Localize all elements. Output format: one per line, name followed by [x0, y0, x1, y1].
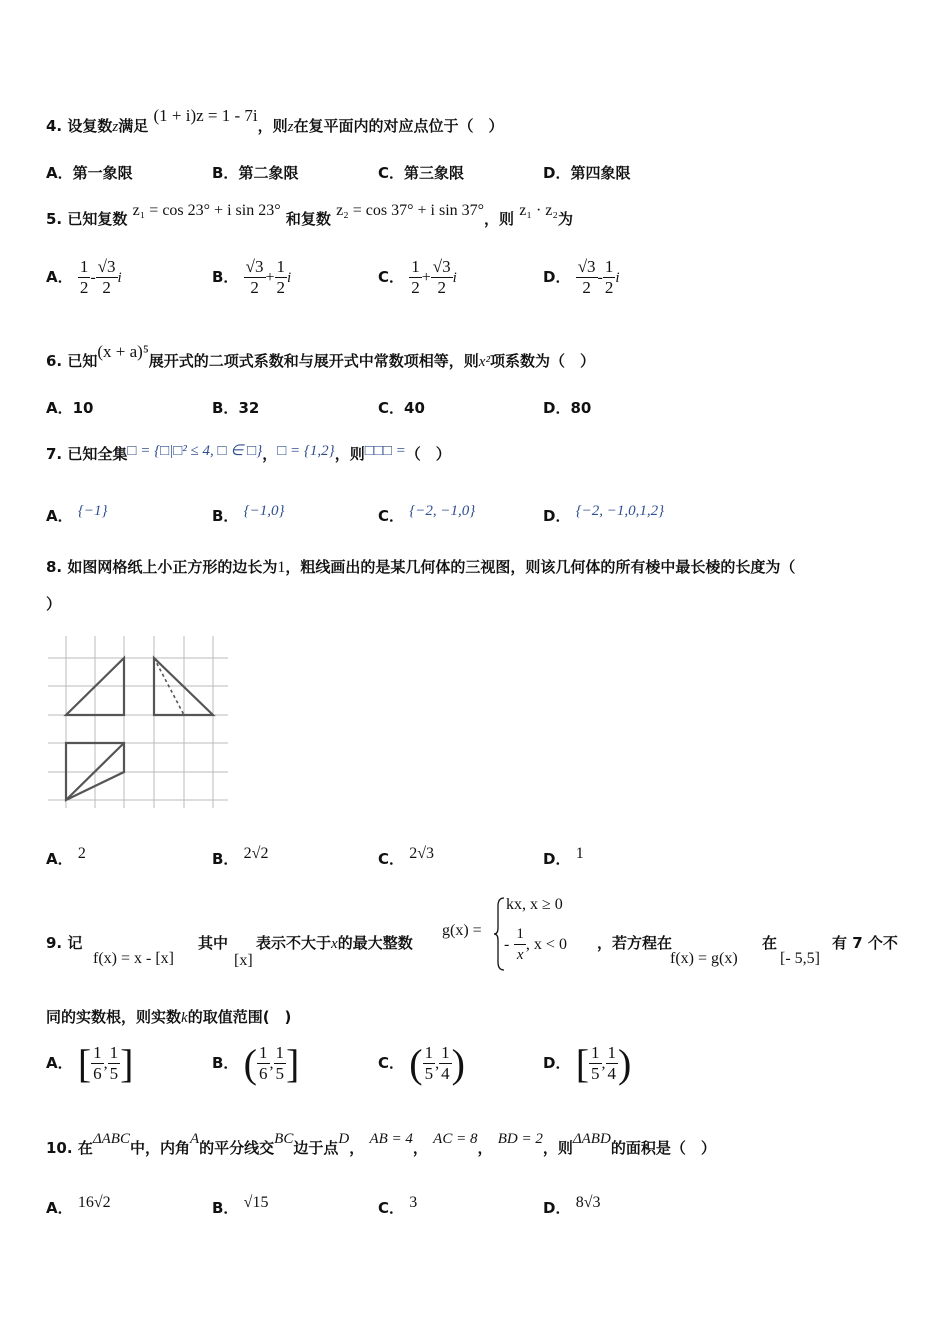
option-label: A． — [46, 850, 73, 868]
question-text: 个不 — [867, 934, 898, 952]
question-7 — [46, 443, 451, 464]
numerator: 1 — [275, 1043, 284, 1062]
math-var: x² — [478, 354, 490, 370]
question-text: 有 — [832, 934, 848, 952]
question-text: ，则 — [334, 445, 365, 463]
option-text: {−1,0} — [243, 503, 285, 519]
option-label: D． — [543, 850, 571, 868]
option-c[interactable] — [378, 505, 475, 526]
option-c[interactable] — [378, 397, 425, 418]
question-text: ， — [349, 1139, 365, 1157]
option-b[interactable] — [212, 162, 298, 183]
math-equation: AB = 4 — [369, 1131, 413, 1147]
fraction — [108, 1043, 121, 1084]
question-number: 7. — [46, 445, 63, 463]
option-label: D． — [543, 1199, 571, 1217]
numerator: 1 — [604, 257, 614, 276]
option-label: A． — [46, 1199, 73, 1217]
option-a[interactable] — [46, 257, 122, 298]
option-label: B． — [212, 268, 239, 286]
option-text: 第二象限 — [238, 164, 299, 182]
math-var: i — [117, 270, 122, 286]
option-text: 第三象限 — [404, 164, 465, 182]
math-var: i — [287, 270, 292, 286]
option-c[interactable] — [378, 1194, 418, 1218]
question-6 — [46, 342, 595, 371]
question-text: ） — [46, 595, 62, 613]
option-label: B． — [212, 164, 239, 182]
denominator: 2 — [79, 278, 89, 297]
bracket-right: ] — [286, 1041, 300, 1086]
denominator: 2 — [411, 278, 420, 297]
option-b[interactable]: B． ( $\frac{1}{6}$ , $\frac{1}{5}$ ] — [212, 1041, 300, 1086]
option-text: 2√3 — [409, 845, 435, 862]
option-label: C． — [378, 1199, 405, 1217]
math-interval: [- 5,5] — [780, 950, 820, 967]
numerator: 1 — [109, 1043, 119, 1062]
fraction — [603, 257, 616, 298]
operator: - — [90, 269, 96, 286]
numerator: √3 — [432, 257, 451, 276]
option-text: 8√3 — [575, 1194, 601, 1211]
fraction — [409, 257, 422, 298]
option-label: C． — [378, 268, 405, 286]
minus-sign: - — [504, 936, 510, 953]
fraction — [257, 1043, 270, 1084]
question-text: 其中 — [198, 934, 229, 952]
math-number: 7 — [852, 934, 863, 952]
numerator: 1 — [276, 257, 286, 276]
option-label: C． — [378, 1054, 405, 1072]
option-text: 第一象限 — [72, 164, 133, 182]
question-text: 的平分线交 — [199, 1139, 275, 1157]
question-number: 10. — [46, 1139, 73, 1157]
option-text: 第四象限 — [570, 164, 631, 182]
option-d[interactable] — [543, 162, 630, 183]
math-var: k — [181, 1010, 188, 1026]
option-text: 10 — [72, 399, 94, 417]
question-text: 表示不大于 — [256, 934, 332, 952]
numerator: 1 — [424, 1043, 434, 1062]
option-text: 2 — [77, 845, 86, 862]
fraction — [514, 924, 526, 965]
denominator: 5 — [109, 1064, 119, 1083]
grid-lines — [48, 636, 228, 808]
question-text: （ ） — [405, 445, 451, 463]
question-4 — [46, 106, 504, 136]
question-number: 6. — [46, 352, 63, 370]
math-var: i — [615, 270, 620, 286]
denominator: 5 — [591, 1064, 600, 1083]
set-expression: □ = {□|□² ≤ 4, □ ∈ □} — [127, 443, 263, 459]
view-outlines — [66, 658, 213, 800]
question-8 — [46, 556, 795, 577]
question-text: 已知全集 — [67, 445, 128, 463]
question-text: ，若方程在 — [597, 934, 673, 952]
question-text: 展开式的二项式系数和与展开式中常数项相等，则 — [148, 352, 479, 370]
question-text: 满足 — [118, 117, 149, 135]
case-condition: , x < 0 — [525, 936, 567, 953]
fraction — [431, 257, 453, 298]
fraction — [96, 257, 118, 298]
fraction — [91, 1043, 104, 1084]
option-label: A． — [46, 1054, 73, 1072]
question-text: 的最大整数 — [337, 934, 413, 952]
option-label: A． — [46, 268, 73, 286]
math-var: BC — [274, 1131, 294, 1147]
option-c[interactable] — [378, 162, 464, 183]
denominator: 2 — [604, 278, 614, 297]
question-number: 8. — [46, 558, 63, 576]
question-text: 已知 — [67, 352, 98, 370]
numerator: √3 — [245, 257, 264, 276]
math-function-g: g(x) = — [442, 922, 482, 939]
operator: + — [421, 269, 431, 286]
math-var: x — [331, 936, 338, 952]
option-label: C． — [378, 507, 405, 525]
denominator: 2 — [102, 278, 111, 297]
question-text: ，则 — [484, 210, 515, 228]
question-number: 5. — [46, 210, 63, 228]
denominator: 4 — [441, 1064, 450, 1083]
bracket-left: ( — [409, 1041, 423, 1086]
option-label: C． — [378, 164, 405, 182]
option-label: C． — [378, 399, 405, 417]
fraction — [244, 257, 266, 298]
question-text: 为 — [557, 210, 573, 228]
option-text: 32 — [238, 399, 260, 417]
denominator: 2 — [276, 278, 286, 297]
denominator: 6 — [259, 1064, 268, 1083]
question-number: 4. — [46, 117, 63, 135]
math-function-f: f(x) = x - [x] — [93, 950, 174, 967]
option-text: 40 — [404, 399, 425, 417]
question-text: 边于点 — [293, 1139, 339, 1157]
question-text: 设复数 — [67, 117, 113, 135]
option-text: 16√2 — [77, 1194, 111, 1211]
math-equation: z₁ = cos 23° + i sin 23° — [132, 202, 281, 219]
option-c[interactable] — [378, 257, 457, 298]
question-text: 和复数 — [285, 210, 331, 228]
option-label: B． — [212, 507, 239, 525]
fraction — [423, 1043, 436, 1084]
fraction — [78, 257, 91, 298]
numerator: 1 — [93, 1043, 102, 1062]
question-text: 的面积是（ ） — [610, 1139, 716, 1157]
fraction — [275, 257, 288, 298]
piecewise-case-1: kx, x ≥ 0 — [506, 896, 563, 913]
option-label: D． — [543, 399, 571, 417]
fraction — [606, 1043, 619, 1084]
option-d[interactable] — [543, 257, 620, 298]
option-label: B． — [212, 1054, 239, 1072]
math-var: z — [287, 119, 294, 135]
denominator: 2 — [582, 278, 591, 297]
question-text: 在复平面内的对应点位于（ ） — [293, 117, 504, 135]
fraction — [274, 1043, 287, 1084]
question-text: ，则 — [542, 1139, 573, 1157]
option-d[interactable] — [543, 397, 591, 418]
numerator: 1 — [607, 1043, 617, 1062]
math-equation: AC = 8 — [433, 1131, 478, 1147]
option-label: A． — [46, 164, 73, 182]
question-text: 在 — [77, 1139, 93, 1157]
question-number: 9. — [46, 934, 63, 952]
question-5 — [46, 202, 573, 229]
option-label: B． — [212, 399, 239, 417]
math-equation: z₂ = cos 37° + i sin 37° — [336, 202, 485, 219]
math-var: A — [189, 1131, 200, 1147]
option-label: B． — [212, 1199, 239, 1217]
numerator: 1 — [591, 1043, 600, 1062]
denominator: 2 — [437, 278, 446, 297]
option-label: D． — [543, 164, 571, 182]
option-text: 2√2 — [243, 845, 269, 862]
question-text: ，则 — [257, 117, 288, 135]
option-c[interactable] — [378, 845, 435, 869]
numerator: 1 — [441, 1043, 450, 1062]
option-d[interactable] — [543, 505, 664, 526]
numerator: √3 — [577, 257, 596, 276]
option-text: √15 — [243, 1194, 269, 1211]
question-text: 如图网格纸上小正方形的边长为 — [67, 558, 278, 576]
math-triangle: ΔABD — [572, 1131, 611, 1147]
operator: + — [265, 269, 275, 286]
math-equation: f(x) = g(x) — [670, 950, 738, 967]
denominator: 6 — [93, 1064, 102, 1083]
option-label: B． — [212, 850, 239, 868]
fraction — [576, 257, 598, 298]
option-a[interactable] — [46, 397, 93, 418]
question-9-num — [46, 932, 82, 953]
question-10 — [46, 1131, 716, 1158]
question-text: 的取值范围( ) — [187, 1008, 292, 1026]
math-expression: (x + a)⁵ — [97, 342, 149, 361]
option-b[interactable] — [212, 1194, 269, 1218]
question-text: 项系数为（ ） — [489, 352, 595, 370]
option-b[interactable] — [212, 845, 269, 869]
question-text: ， — [412, 1139, 428, 1157]
math-var: D — [338, 1131, 350, 1147]
operator: - — [597, 269, 603, 286]
numerator: 1 — [411, 257, 420, 276]
question-text-group — [256, 932, 413, 953]
option-a[interactable]: A． [ $\frac{1}{6}$ , $\frac{1}{5}$ ] — [46, 1041, 134, 1086]
question-8-cont — [46, 593, 61, 614]
numerator: 1 — [79, 257, 89, 276]
math-var: z — [112, 119, 119, 135]
bracket-right: ) — [451, 1041, 465, 1086]
question-text: 中，内角 — [129, 1139, 190, 1157]
denominator: 4 — [607, 1064, 617, 1083]
math-number: 1 — [277, 559, 286, 576]
option-a[interactable] — [46, 1194, 111, 1218]
option-a[interactable] — [46, 845, 86, 869]
option-text: 3 — [409, 1194, 418, 1211]
option-label: D． — [543, 507, 571, 525]
bracket-right: ] — [120, 1041, 134, 1086]
set-expression: □ = {1,2} — [277, 443, 335, 459]
fraction — [439, 1043, 452, 1084]
math-floor: [x] — [234, 952, 253, 969]
option-b[interactable] — [212, 257, 291, 298]
option-label: D． — [543, 268, 571, 286]
math-expression: z₁ · z₂ — [519, 202, 558, 219]
option-d[interactable] — [543, 1194, 601, 1218]
option-text: 1 — [575, 845, 584, 862]
denominator: 2 — [250, 278, 259, 297]
option-text: {−1} — [77, 503, 108, 519]
option-d[interactable]: D． [ $\frac{1}{5}$ , $\frac{1}{4}$ ) — [543, 1041, 632, 1086]
denominator: x — [516, 947, 524, 963]
set-expression: □□□ = — [364, 443, 406, 459]
option-label: C． — [378, 850, 405, 868]
option-d[interactable] — [543, 845, 584, 869]
bracket-right: ) — [618, 1041, 632, 1086]
question-9-line2 — [46, 1006, 291, 1027]
question-text: 记 — [67, 934, 83, 952]
math-var: i — [452, 270, 457, 286]
option-text: {−2, −1,0,1,2} — [575, 503, 665, 519]
question-text: ， — [262, 445, 278, 463]
option-text: {−2, −1,0} — [409, 503, 476, 519]
question-text: 同的实数根，则实数 — [46, 1008, 182, 1026]
option-label: D． — [543, 1054, 571, 1072]
denominator: 5 — [424, 1064, 434, 1083]
question-text: 在 — [762, 934, 778, 952]
piecewise-case-2 — [504, 924, 567, 965]
question-text: ，粗线画出的是某几何体的三视图，则该几何体的所有棱中最长棱的长度为（ — [285, 558, 796, 576]
fraction — [589, 1043, 602, 1084]
option-a[interactable] — [46, 162, 133, 183]
math-equation: BD = 2 — [497, 1131, 543, 1147]
question-text: ， — [477, 1139, 493, 1157]
option-label: A． — [46, 507, 73, 525]
numerator: √3 — [97, 257, 116, 276]
option-label: A． — [46, 399, 73, 417]
option-a[interactable] — [46, 505, 107, 526]
math-equation: (1 + i)z = 1 - 7i — [153, 106, 258, 125]
option-b[interactable] — [212, 505, 285, 526]
denominator: 5 — [275, 1064, 284, 1083]
question-text-group — [832, 932, 898, 953]
bracket-left: [ — [575, 1041, 590, 1086]
math-triangle: ΔABC — [92, 1131, 130, 1147]
three-view-figure — [44, 636, 234, 812]
numerator: 1 — [514, 924, 526, 945]
question-text: 已知复数 — [67, 210, 128, 228]
option-b[interactable] — [212, 397, 259, 418]
option-text: 80 — [570, 399, 592, 417]
numerator: 1 — [259, 1043, 268, 1062]
option-c[interactable]: C． ( $\frac{1}{5}$ , $\frac{1}{4}$ ) — [378, 1041, 465, 1086]
bracket-left: [ — [77, 1041, 92, 1086]
bracket-left: ( — [243, 1041, 257, 1086]
